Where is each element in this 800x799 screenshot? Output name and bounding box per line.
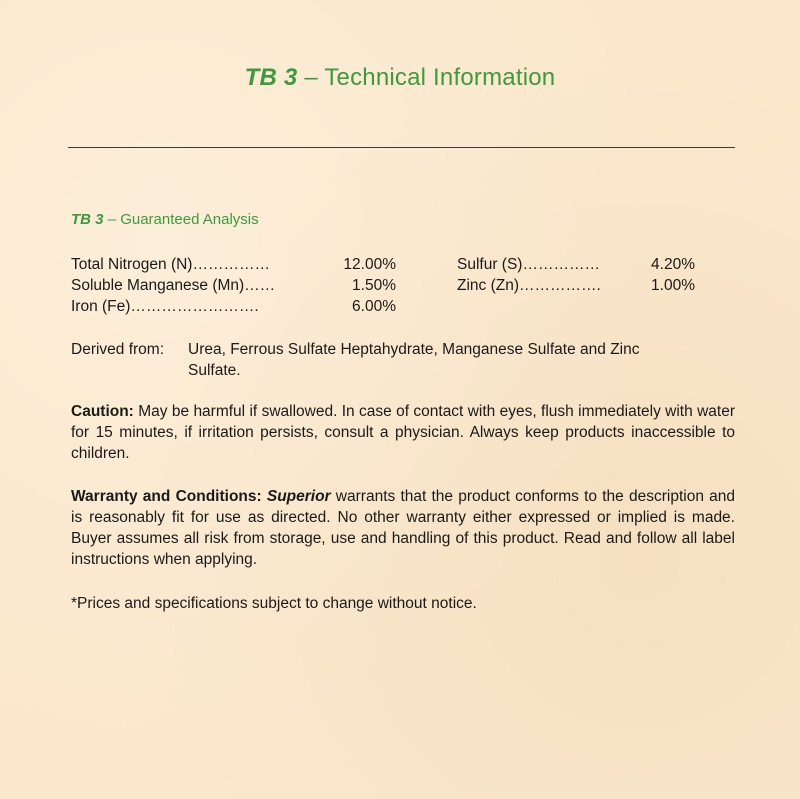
analysis-item-name: Soluble Manganese (Mn)……: [71, 277, 276, 294]
section-title: [71, 211, 259, 228]
analysis-item-name: Zinc (Zn)…………….: [457, 277, 601, 294]
section-brand: TB 3: [71, 211, 104, 228]
caution-paragraph: [71, 401, 735, 464]
warranty-brand: Superior: [266, 488, 331, 505]
title-text: – Technical Information: [297, 64, 556, 91]
footnote: *Prices and specifications subject to change without notice.: [71, 595, 477, 612]
analysis-item-value: 1.50%: [352, 277, 396, 294]
derived-text-line2: Sulfate.: [188, 362, 241, 379]
analysis-row: [71, 254, 741, 275]
analysis-item-name: Total Nitrogen (N)……………: [71, 256, 270, 273]
derived-from-paragraph: [71, 339, 735, 381]
horizontal-divider: [68, 147, 735, 148]
analysis-item-name: Iron (Fe)…………………….: [71, 298, 259, 315]
analysis-item-value: 4.20%: [651, 256, 695, 273]
title-brand: TB 3: [244, 64, 298, 91]
guaranteed-analysis-table: [71, 254, 741, 317]
caution-text: May be harmful if swallowed. In case of contact with eyes, flush immediately with water for 15 minutes, if irritation persists, consult a physician. Always keep products inaccessible to children.: [71, 403, 735, 462]
analysis-row: [71, 296, 741, 317]
caution-label: Caution:: [71, 403, 134, 420]
warranty-paragraph: [71, 486, 735, 570]
analysis-row: [71, 275, 741, 296]
page-title: [0, 64, 800, 92]
warranty-label: Warranty and Conditions:: [71, 488, 262, 505]
derived-label: Derived from:: [71, 341, 165, 358]
analysis-item-name: Sulfur (S)……………: [457, 256, 600, 273]
section-text: – Guaranteed Analysis: [103, 211, 259, 228]
analysis-item-value: 1.00%: [651, 277, 695, 294]
derived-text-line1: Urea, Ferrous Sulfate Heptahydrate, Manganese Sulfate and Zinc: [188, 341, 640, 358]
analysis-item-value: 6.00%: [352, 298, 396, 315]
warranty-text: warrants that the product conforms to the description and is reasonably fit for use as directed. No other warranty either expressed or implied is made. Buyer assumes all risk from storage, use and handling of this product. Read and follow all label instructions when applying.: [71, 488, 735, 568]
analysis-item-value: 12.00%: [343, 256, 396, 273]
